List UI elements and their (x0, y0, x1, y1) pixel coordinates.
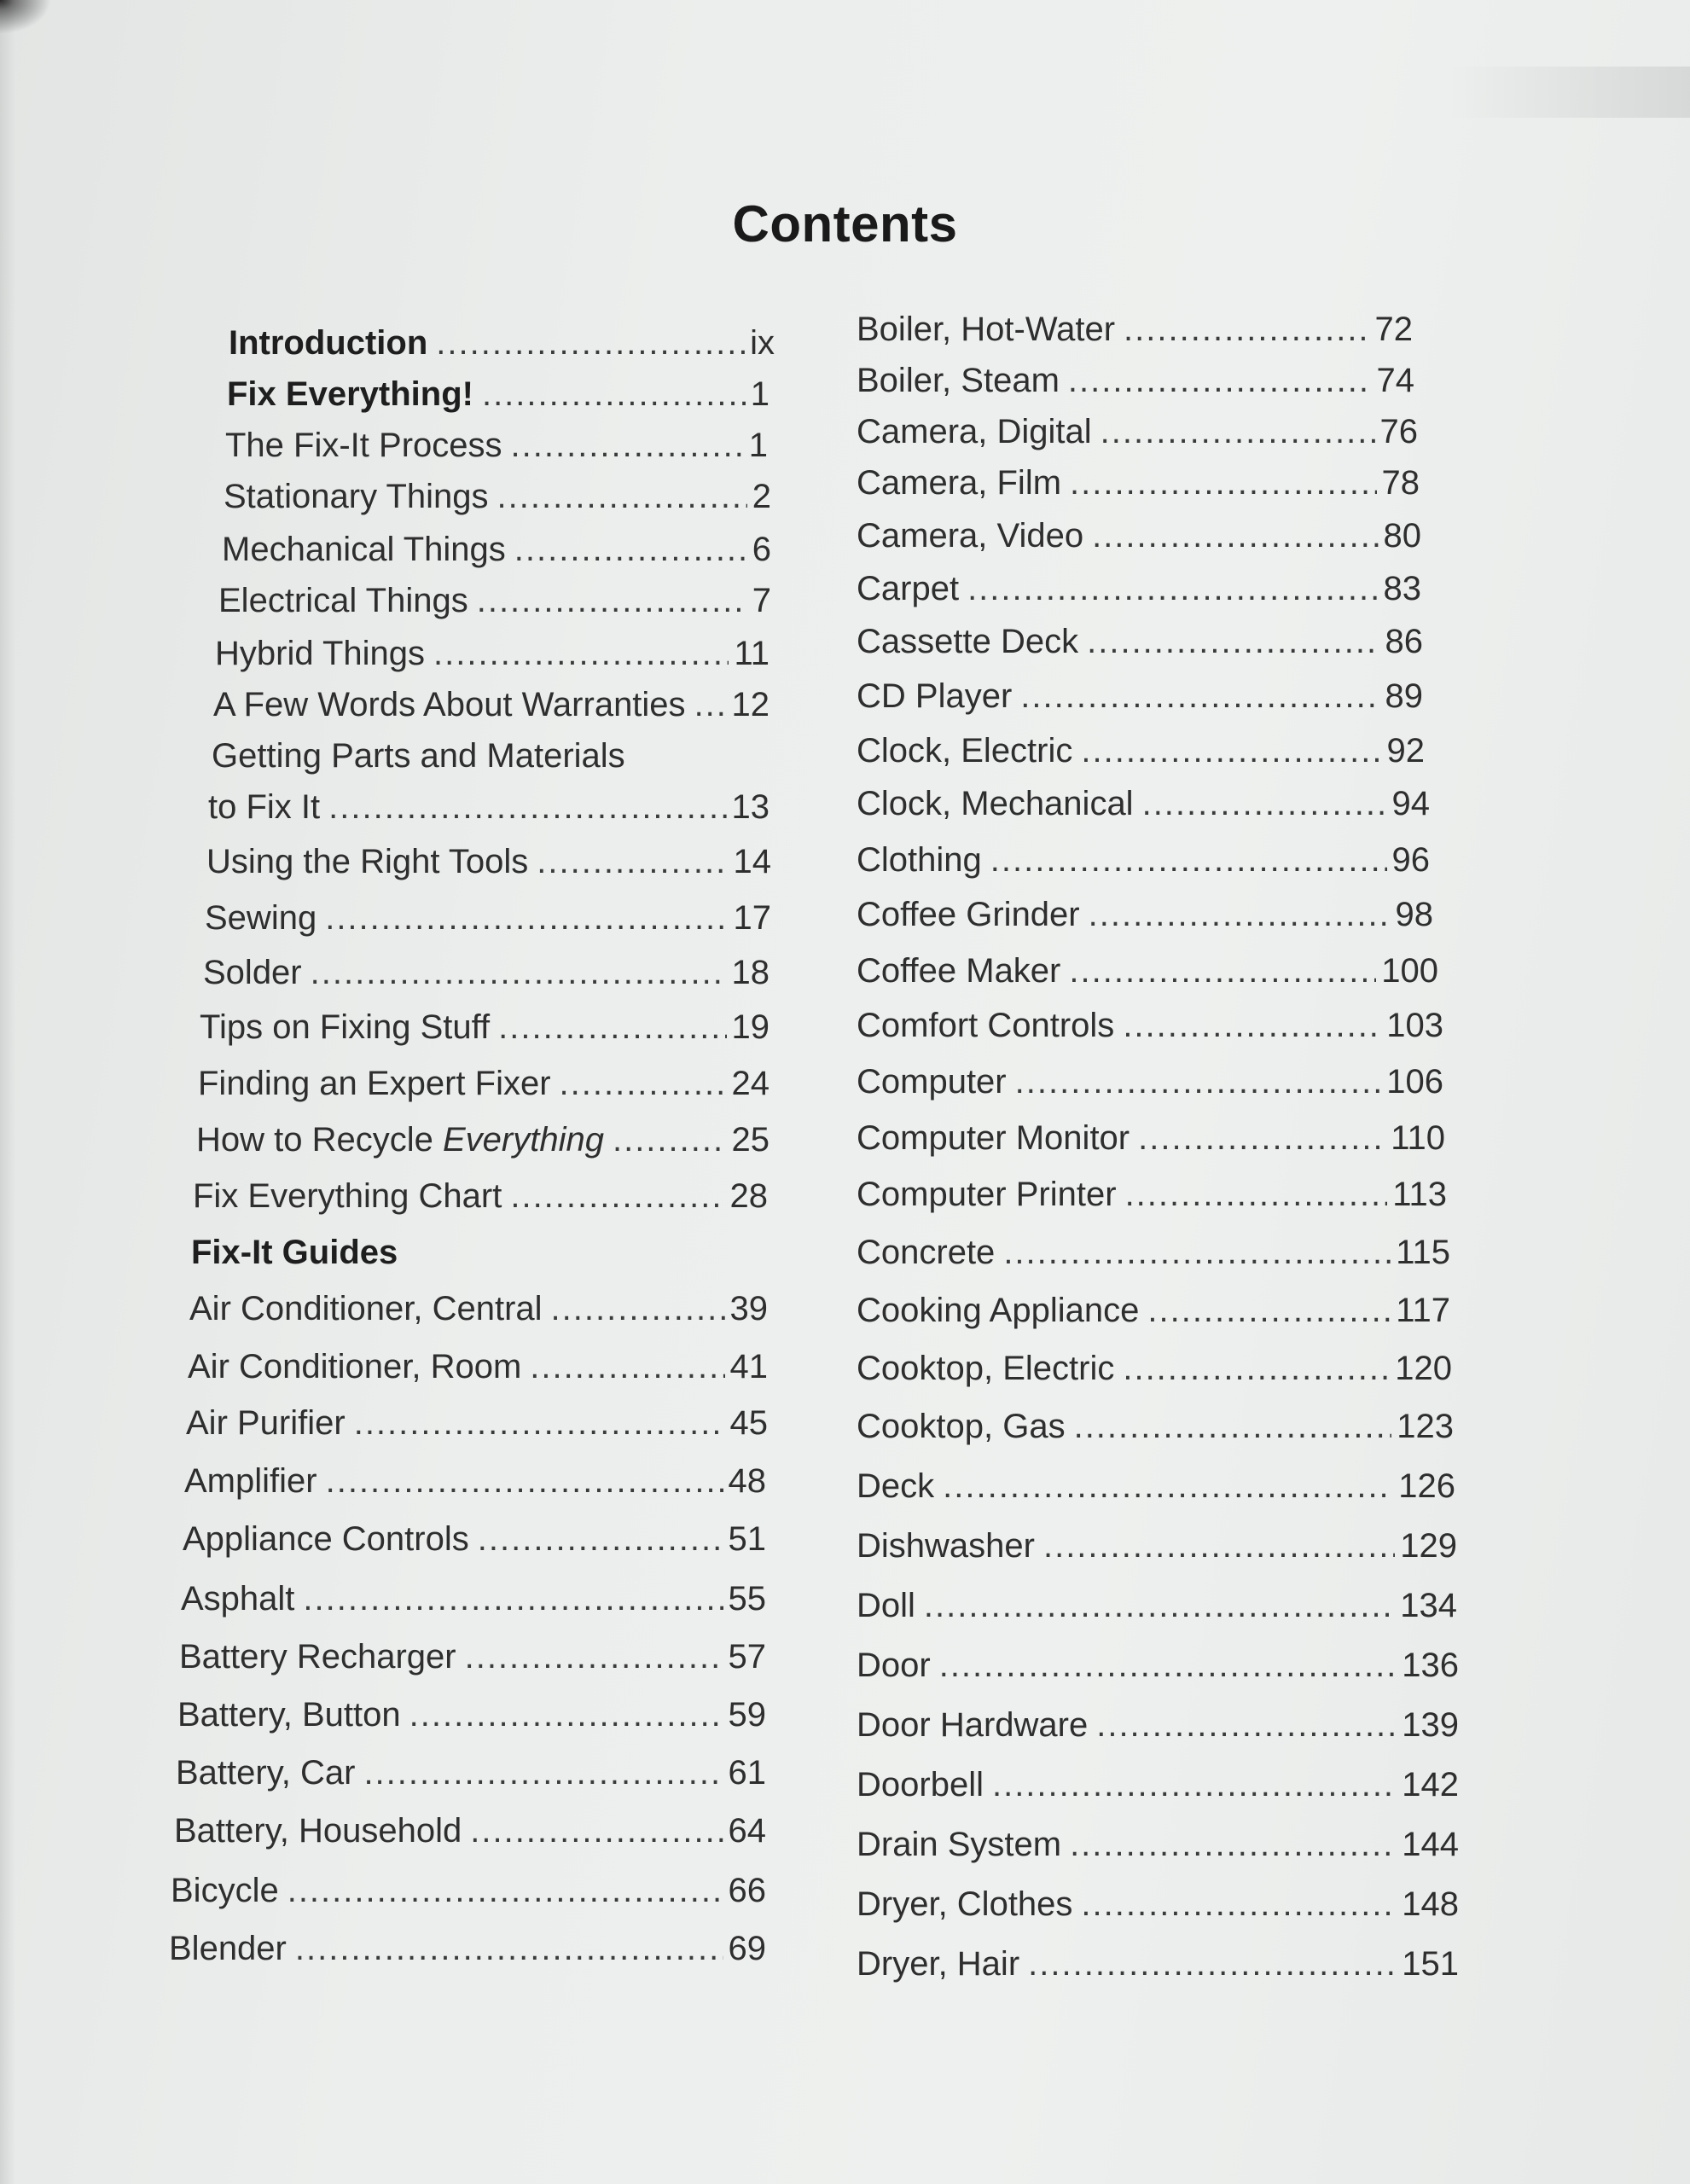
dot-leader (1125, 1174, 1388, 1215)
toc-entry-comfort-controls (857, 1005, 1443, 1046)
toc-entry-label: Concrete (857, 1234, 996, 1271)
toc-page-number: 110 (1391, 1119, 1445, 1157)
toc-entry-label: Deck (857, 1467, 935, 1505)
toc-page-number: 6 (752, 531, 771, 568)
toc-entry-asphalt (181, 1578, 766, 1619)
toc-entry-cooking-appliance (857, 1290, 1450, 1331)
toc-entry-mechanical-things (222, 529, 771, 570)
toc-entry-label: Air Conditioner, Central (189, 1290, 543, 1327)
dot-leader (326, 1461, 723, 1502)
dot-leader (943, 1466, 1393, 1507)
toc-entry-label: Camera, Digital (857, 413, 1092, 450)
toc-entry-appliance-controls (183, 1519, 766, 1560)
dot-leader (1020, 676, 1379, 717)
toc-page-number: 7 (752, 582, 771, 619)
toc-page-number: 113 (1392, 1176, 1447, 1213)
toc-page-number: 86 (1385, 623, 1423, 660)
toc-entry-cooktop-gas (857, 1406, 1454, 1447)
dot-leader (924, 1585, 1395, 1626)
toc-entry-label: Battery Recharger (179, 1638, 456, 1676)
toc-entry-a-few-words-about-warranties (213, 684, 770, 725)
toc-entry-label: Doll (857, 1587, 915, 1624)
toc-entry-label: Blender (169, 1930, 287, 1967)
toc-entry-label: Stationary Things (224, 478, 489, 515)
toc-entry-getting-parts-and-materials (212, 735, 625, 776)
toc-page-number: ix (750, 324, 775, 362)
toc-entry-label: Cooktop, Electric (857, 1350, 1115, 1387)
dot-leader (436, 322, 745, 363)
toc-entry-computer-printer (857, 1174, 1447, 1215)
toc-entry-label: Air Conditioner, Room (188, 1348, 522, 1385)
toc-entry-finding-an-expert-fixer (198, 1063, 770, 1104)
toc-entry-battery-car (176, 1752, 766, 1793)
toc-page-number: 39 (729, 1290, 768, 1327)
dot-leader (1147, 1290, 1391, 1331)
dot-leader (287, 1870, 723, 1911)
dot-leader (1101, 411, 1375, 452)
toc-entry-label: Solder (203, 954, 302, 991)
toc-page-number: 126 (1398, 1467, 1455, 1505)
toc-entry-label: Finding an Expert Fixer (198, 1065, 551, 1102)
toc-page-number: 19 (731, 1008, 770, 1046)
dot-leader (1124, 309, 1369, 350)
toc-entry-stationary-things (224, 476, 771, 517)
toc-entry-deck (857, 1466, 1455, 1507)
toc-page-number: 100 (1381, 952, 1438, 990)
toc-entry-cassette-deck (857, 621, 1423, 662)
toc-entry-computer-monitor (857, 1118, 1445, 1159)
toc-page-number: 94 (1391, 785, 1430, 822)
dot-leader (939, 1645, 1397, 1686)
toc-page-number: 18 (731, 954, 770, 991)
toc-page-number: 139 (1402, 1706, 1459, 1744)
dot-leader (1081, 1884, 1397, 1925)
toc-entry-label: Mechanical Things (222, 531, 506, 568)
toc-entry-label: Sewing (205, 899, 317, 937)
toc-entry-label: Bicycle (171, 1872, 279, 1909)
toc-entry-label: Dryer, Hair (857, 1945, 1020, 1983)
toc-entry-label: Carpet (857, 570, 960, 607)
toc-page-number: 106 (1386, 1063, 1443, 1101)
toc-page-number: 48 (728, 1462, 766, 1500)
dot-leader (325, 897, 728, 938)
toc-page-number: 136 (1402, 1647, 1459, 1684)
toc-page-number: 14 (733, 843, 771, 880)
toc-entry-label: Appliance Controls (183, 1520, 469, 1558)
toc-page-number: 41 (729, 1348, 768, 1385)
toc-entry-electrical-things (218, 580, 771, 621)
toc-entry-label: Introduction (229, 324, 428, 362)
toc-entry-battery-recharger (179, 1636, 766, 1677)
toc-entry-dryer-clothes (857, 1884, 1459, 1925)
dot-leader (1043, 1525, 1395, 1566)
dot-leader (409, 1694, 723, 1735)
toc-entry-the-fix-it-process (225, 425, 768, 466)
toc-page-number: 1 (750, 375, 770, 413)
toc-page-number: 120 (1395, 1350, 1452, 1387)
dot-leader (1074, 1406, 1392, 1447)
toc-entry-label: Battery, Button (177, 1696, 401, 1734)
dot-leader (1096, 1705, 1397, 1745)
toc-entry-clothing (857, 839, 1430, 880)
dot-leader (311, 952, 727, 993)
toc-entry-label: Cooktop, Gas (857, 1408, 1066, 1445)
toc-entry-solder (203, 952, 770, 993)
toc-page-number: 57 (728, 1638, 766, 1676)
dot-leader (1070, 1824, 1397, 1865)
toc-page-number: 142 (1402, 1766, 1459, 1804)
toc-page-number: 59 (728, 1696, 766, 1734)
toc-entry-boiler-hot-water (857, 309, 1413, 350)
toc-page-number: 76 (1379, 413, 1418, 450)
toc-page-number: 45 (729, 1404, 768, 1442)
toc-entry-door (857, 1645, 1459, 1686)
toc-entry-how-to-recycle-everything (196, 1119, 770, 1160)
dot-leader (613, 1119, 727, 1160)
dot-leader (551, 1288, 725, 1329)
dot-leader (433, 633, 729, 674)
toc-entry-door-hardware (857, 1705, 1459, 1745)
toc-page-number: 55 (728, 1580, 766, 1618)
toc-entry-label: Tips on Fixing Stuff (200, 1008, 491, 1046)
toc-page-number: 83 (1383, 570, 1421, 607)
toc-entry-carpet (857, 568, 1421, 609)
dot-leader (497, 476, 747, 517)
toc-entry-dishwasher (857, 1525, 1457, 1566)
toc-page-number: 24 (731, 1065, 770, 1102)
toc-page-number: 89 (1385, 677, 1423, 715)
toc-entry-label: Cassette Deck (857, 623, 1079, 660)
toc-page-number: 117 (1396, 1292, 1450, 1329)
toc-entry-label: Battery, Household (174, 1812, 462, 1850)
toc-page-number: 98 (1395, 896, 1433, 933)
toc-entry-dryer-hair (857, 1943, 1459, 1984)
toc-entry-label: Comfort Controls (857, 1007, 1115, 1044)
toc-entry-label: Camera, Film (857, 464, 1062, 502)
toc-page-number: 80 (1383, 517, 1421, 555)
toc-entry-camera-video (857, 515, 1421, 556)
toc-entry-label: Dryer, Clothes (857, 1885, 1073, 1923)
dot-leader (498, 1007, 726, 1048)
toc-entry-camera-digital (857, 411, 1418, 452)
dot-leader (537, 841, 728, 882)
toc-page-number: 92 (1386, 732, 1425, 770)
toc-entry-introduction (229, 322, 775, 363)
toc-page-number: 74 (1376, 362, 1414, 399)
toc-entry-label: Air Purifier (186, 1404, 346, 1442)
toc-entry-label: to Fix It (208, 788, 321, 826)
toc-entry-label: Fix Everything Chart (193, 1177, 502, 1215)
dot-leader (303, 1578, 723, 1619)
toc-entry-tips-on-fixing-stuff (200, 1007, 770, 1048)
dot-leader (990, 839, 1387, 880)
toc-entry-label: Door Hardware (857, 1706, 1089, 1744)
toc-entry-concrete (857, 1232, 1450, 1273)
toc-entry-label-italic: Everything (442, 1121, 604, 1159)
toc-page-number: 25 (731, 1121, 770, 1159)
toc-entry-sewing (205, 897, 771, 938)
dot-leader (1089, 894, 1391, 935)
toc-entry-to-fix-it (208, 787, 770, 828)
toc-entry-boiler-steam (857, 360, 1414, 401)
dot-leader (1028, 1943, 1397, 1984)
toc-page-number: 148 (1402, 1885, 1459, 1923)
dot-leader (363, 1752, 723, 1793)
toc-entry-air-conditioner-room (188, 1346, 768, 1387)
toc-page-number: 17 (733, 899, 771, 937)
dot-leader (560, 1063, 727, 1104)
dot-leader (1087, 621, 1379, 662)
dot-leader (295, 1928, 723, 1969)
toc-entry-label: Door (857, 1647, 931, 1684)
toc-entry-label: Using the Right Tools (206, 843, 529, 880)
toc-entry-label: Clock, Mechanical (857, 785, 1134, 822)
toc-entry-drain-system (857, 1824, 1459, 1865)
toc-entry-label: Battery, Car (176, 1754, 356, 1792)
toc-entry-label: Coffee Maker (857, 952, 1061, 990)
toc-entry-label: Coffee Grinder (857, 896, 1080, 933)
dot-leader (1123, 1348, 1390, 1389)
toc-entry-amplifier (184, 1461, 766, 1502)
toc-page-number: 115 (1396, 1234, 1450, 1271)
toc-entry-coffee-grinder (857, 894, 1433, 935)
toc-entry-label: Clothing (857, 841, 982, 879)
toc-page-number: 78 (1381, 464, 1420, 502)
toc-entry-label: Camera, Video (857, 517, 1084, 555)
toc-entry-using-the-right-tools (206, 841, 771, 882)
toc-entry-label: Asphalt (181, 1580, 295, 1618)
toc-entry-label: The Fix-It Process (225, 427, 502, 464)
toc-entry-clock-mechanical (857, 783, 1430, 824)
toc-entry-label: Amplifier (184, 1462, 317, 1500)
dot-leader (1015, 1061, 1382, 1102)
toc-page-number: 13 (731, 788, 770, 826)
toc-entry-label: Dishwasher (857, 1527, 1035, 1565)
toc-entry-cooktop-electric (857, 1348, 1452, 1389)
dot-leader (328, 787, 726, 828)
toc-entry-label: Getting Parts and Materials (212, 737, 625, 775)
toc-page-number: 11 (734, 635, 770, 672)
toc-page-number: 12 (731, 686, 770, 723)
dot-leader (465, 1636, 723, 1677)
show-through-header (1450, 67, 1690, 118)
toc-entry-coffee-maker (857, 950, 1438, 991)
toc-page-number: 151 (1402, 1945, 1459, 1983)
toc-page-number: 66 (728, 1872, 766, 1909)
toc-entry-label: Boiler, Hot-Water (857, 311, 1116, 348)
dot-leader (1123, 1005, 1381, 1046)
dot-leader (1092, 515, 1378, 556)
toc-page-number: 61 (728, 1754, 766, 1792)
toc-entry-air-purifier (186, 1403, 768, 1443)
dot-leader (992, 1764, 1397, 1805)
toc-entry-label: Electrical Things (218, 582, 468, 619)
toc-page-number: 72 (1374, 311, 1413, 348)
dot-leader (477, 580, 747, 621)
toc-entry-label: Drain System (857, 1826, 1062, 1863)
dot-leader (478, 1519, 723, 1560)
toc-entry-battery-button (177, 1694, 766, 1735)
toc-entry-hybrid-things (215, 633, 770, 674)
dot-leader (530, 1346, 724, 1387)
toc-entry-label: Fix Everything! (227, 375, 473, 413)
toc-entry-label: How to Recycle Everything (196, 1121, 604, 1159)
toc-entry-battery-household (174, 1810, 766, 1851)
toc-page-number: 103 (1386, 1007, 1443, 1044)
dot-leader (1081, 730, 1381, 771)
toc-page-number: 96 (1391, 841, 1430, 879)
toc-entry-blender (169, 1928, 766, 1969)
toc-entry-air-conditioner-central (189, 1288, 768, 1329)
page-title: Contents (732, 195, 958, 253)
toc-entry-label: Fix-It Guides (191, 1234, 398, 1271)
dot-leader (1069, 950, 1376, 991)
dot-leader (694, 684, 727, 725)
toc-entry-label: Computer Printer (857, 1176, 1117, 1213)
dot-leader (510, 1176, 724, 1217)
toc-entry-label: CD Player (857, 677, 1013, 715)
dot-leader (511, 425, 744, 466)
dot-leader (1003, 1232, 1391, 1273)
corner-shadow (0, 0, 51, 34)
toc-page-number: 69 (728, 1930, 766, 1967)
toc-entry-cd-player (857, 676, 1423, 717)
page-edge-shadow (0, 0, 15, 2184)
dot-leader (1138, 1118, 1385, 1159)
toc-page-number: 28 (729, 1177, 768, 1215)
toc-entry-fix-everything-chart (193, 1176, 768, 1217)
toc-entry-fix-it-guides (191, 1232, 398, 1273)
dot-leader (1142, 783, 1387, 824)
toc-entry-label: Computer (857, 1063, 1007, 1101)
dot-leader (482, 374, 746, 415)
dot-leader (1068, 360, 1372, 401)
toc-page-number: 134 (1400, 1587, 1457, 1624)
toc-entry-label: Cooking Appliance (857, 1292, 1140, 1329)
dot-leader (470, 1810, 723, 1851)
toc-entry-camera-film (857, 462, 1420, 503)
toc-page-number: 2 (752, 478, 771, 515)
dot-leader (514, 529, 747, 570)
toc-entry-doll (857, 1585, 1457, 1626)
toc-page-number: 123 (1397, 1408, 1454, 1445)
dot-leader (967, 568, 1378, 609)
toc-entry-doorbell (857, 1764, 1459, 1805)
toc-page-number: 144 (1402, 1826, 1459, 1863)
toc-entry-label: Clock, Electric (857, 732, 1073, 770)
toc-page-number: 51 (728, 1520, 766, 1558)
toc-entry-clock-electric (857, 730, 1425, 771)
toc-entry-computer (857, 1061, 1443, 1102)
toc-entry-label: Hybrid Things (215, 635, 426, 672)
toc-entry-bicycle (171, 1870, 766, 1911)
toc-entry-label: A Few Words About Warranties (213, 686, 686, 723)
dot-leader (1070, 462, 1376, 503)
toc-page-number: 64 (728, 1812, 766, 1850)
toc-entry-label: Computer Monitor (857, 1119, 1130, 1157)
toc-entry-label: Doorbell (857, 1766, 984, 1804)
toc-entry-fix-everything (227, 374, 770, 415)
toc-entry-label: Boiler, Steam (857, 362, 1060, 399)
dot-leader (354, 1403, 725, 1443)
toc-page-number: 129 (1400, 1527, 1457, 1565)
toc-page-number: 1 (748, 427, 768, 464)
